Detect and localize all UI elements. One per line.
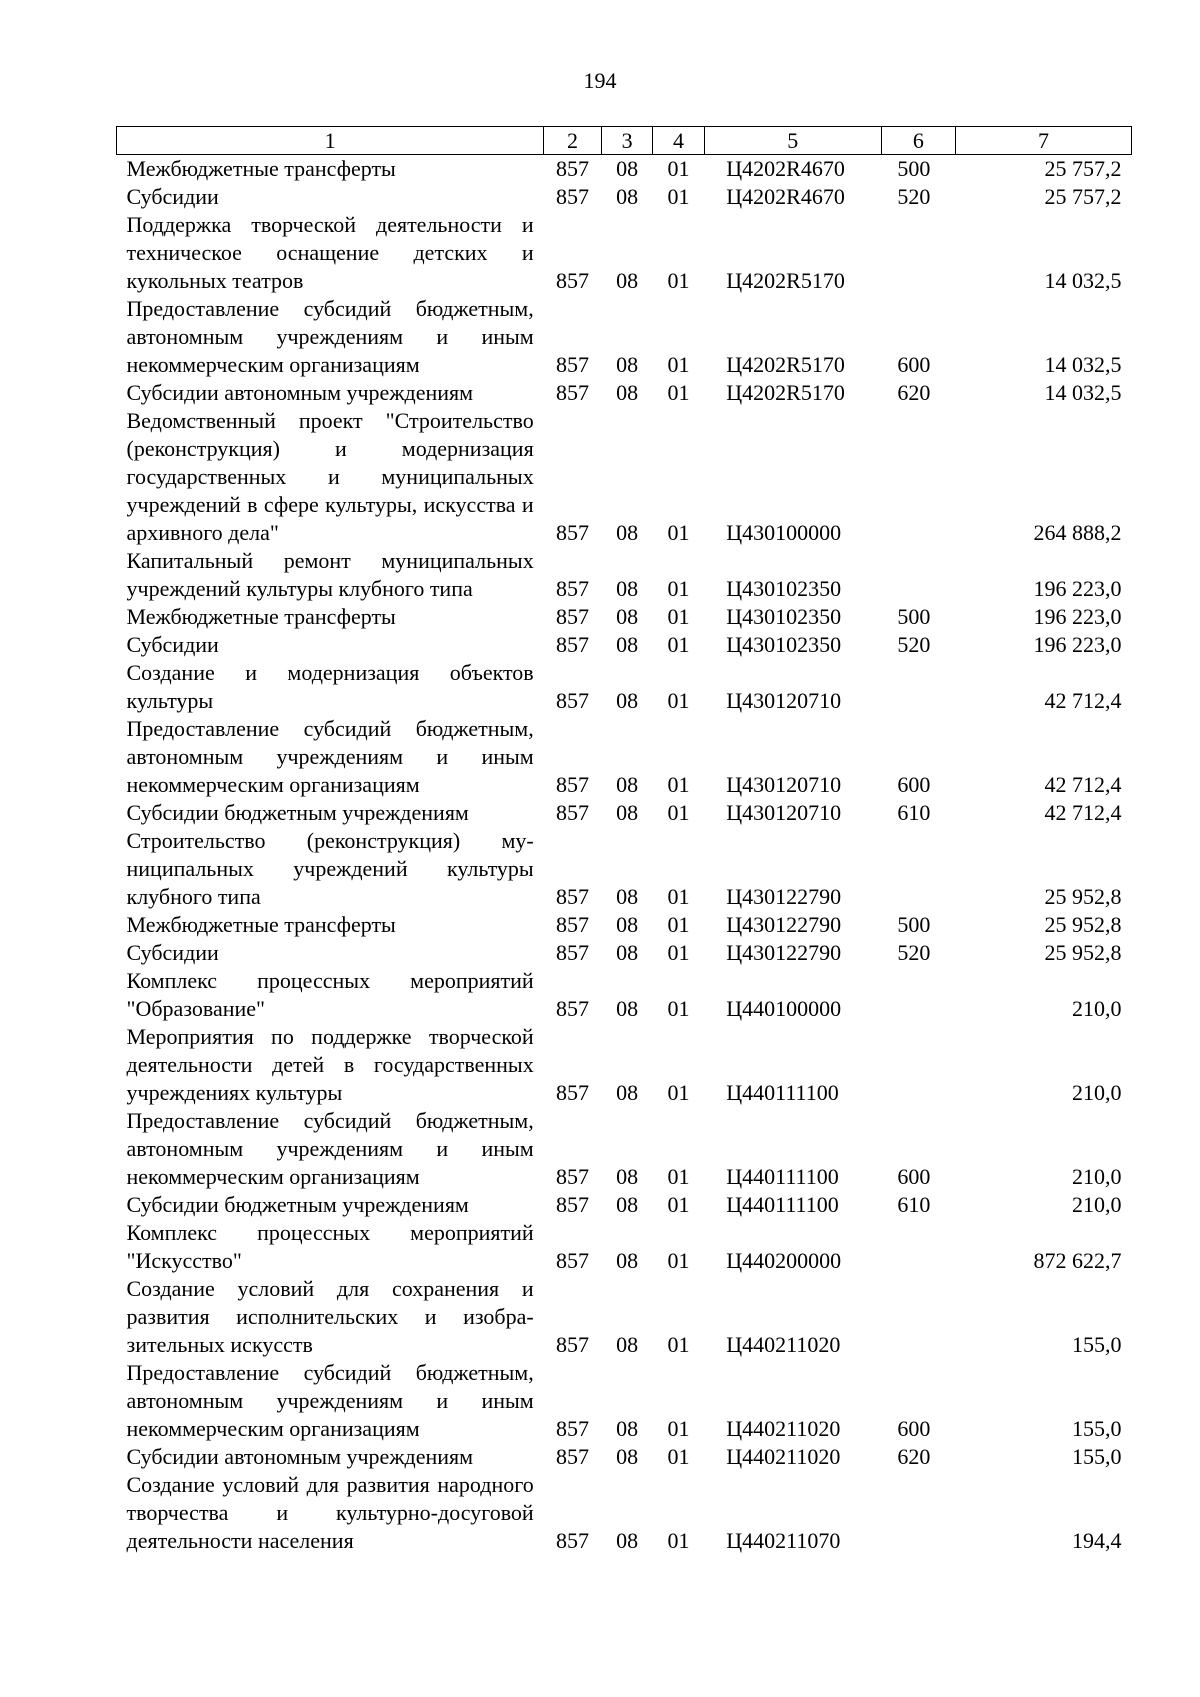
row-name: Предоставление субсидий бюджетным, автономным учреждениям и иным некоммерческим организациям [126, 1360, 534, 1441]
row-amount: 210,0 [1072, 1192, 1122, 1217]
row-name: Субсидии автономным учреждениям [126, 1444, 474, 1469]
row-section-code: 08 [616, 800, 639, 825]
row-expense-type: 600 [897, 1416, 931, 1441]
row-target-code: Ц430102350 [726, 604, 842, 629]
row-target-code: Ц440200000 [726, 1248, 842, 1273]
row-name: Межбюджетные трансферты [126, 604, 396, 629]
row-name: Предоставление субсидий бюджетным, автономным учреждениям и иным некоммерческим организациям [126, 1108, 534, 1189]
row-expense-type: 500 [897, 912, 931, 937]
table-row [117, 799, 1132, 827]
row-section-code: 08 [616, 940, 639, 965]
row-target-code: Ц4202R5170 [726, 380, 845, 405]
row-ministry-code: 857 [556, 352, 590, 377]
row-amount: 25 952,8 [1044, 912, 1122, 937]
row-target-code: Ц430120710 [726, 772, 842, 797]
row-target-code: Ц430122790 [726, 884, 842, 909]
row-expense-type [881, 659, 955, 715]
table-row [117, 1443, 1132, 1471]
row-section-code: 08 [616, 380, 639, 405]
row-section-code: 08 [616, 1528, 639, 1553]
row-section-code: 08 [616, 268, 639, 293]
row-ministry-code: 857 [556, 1164, 590, 1189]
row-target-code: Ц440100000 [726, 996, 842, 1021]
row-target-code: Ц430102350 [726, 576, 842, 601]
row-subsection-code: 01 [667, 1192, 690, 1217]
table-row [117, 183, 1132, 211]
row-subsection-code: 01 [667, 688, 690, 713]
row-amount: 155,0 [1072, 1444, 1122, 1469]
row-subsection-code: 01 [667, 912, 690, 937]
row-ministry-code: 857 [556, 156, 590, 181]
row-amount: 25 952,8 [1044, 884, 1122, 909]
row-section-code: 08 [616, 1080, 639, 1105]
table-row [117, 211, 1132, 295]
table-row [117, 407, 1132, 547]
row-expense-type [881, 1471, 955, 1555]
row-subsection-code: 01 [667, 772, 690, 797]
row-target-code: Ц440111100 [726, 1080, 839, 1105]
table-row [117, 603, 1132, 631]
row-name: Межбюджетные трансферты [126, 156, 396, 181]
row-subsection-code: 01 [667, 268, 690, 293]
row-expense-type: 600 [897, 352, 931, 377]
row-subsection-code: 01 [667, 1332, 690, 1357]
row-section-code: 08 [616, 632, 639, 657]
row-ministry-code: 857 [556, 688, 590, 713]
row-subsection-code: 01 [667, 576, 690, 601]
row-subsection-code: 01 [667, 1248, 690, 1273]
row-amount: 210,0 [1072, 996, 1122, 1021]
row-section-code: 08 [616, 996, 639, 1021]
row-ministry-code: 857 [556, 576, 590, 601]
row-expense-type [881, 547, 955, 603]
row-name: Создание условий для развития народного творчества и культурно-досуговой деятельности населения [126, 1472, 534, 1553]
row-section-code: 08 [616, 520, 639, 545]
row-section-code: 08 [616, 1192, 639, 1217]
row-ministry-code: 857 [556, 800, 590, 825]
row-amount: 14 032,5 [1044, 268, 1122, 293]
row-subsection-code: 01 [667, 1528, 690, 1553]
row-subsection-code: 01 [667, 940, 690, 965]
row-amount: 210,0 [1072, 1164, 1122, 1189]
row-section-code: 08 [616, 156, 639, 181]
row-ministry-code: 857 [556, 1444, 590, 1469]
row-name: Предоставление субсидий бюджетным, автономным учреждениям и иным некоммерческим организациям [126, 716, 534, 797]
header-col-6: 6 [881, 127, 955, 155]
header-col-7: 7 [955, 127, 1131, 155]
row-target-code: Ц430122790 [726, 940, 842, 965]
row-subsection-code: 01 [667, 1080, 690, 1105]
table-row [117, 827, 1132, 911]
row-section-code: 08 [616, 1416, 639, 1441]
row-expense-type [881, 407, 955, 547]
row-amount: 264 888,2 [1033, 520, 1122, 545]
table-row [117, 967, 1132, 1023]
row-ministry-code: 857 [556, 912, 590, 937]
row-amount: 42 712,4 [1044, 688, 1122, 713]
table-header [117, 127, 1132, 155]
row-target-code: Ц430120710 [726, 800, 842, 825]
row-ministry-code: 857 [556, 380, 590, 405]
row-expense-type [881, 1023, 955, 1107]
row-target-code: Ц440211020 [726, 1416, 841, 1441]
row-subsection-code: 01 [667, 996, 690, 1021]
table-row [117, 911, 1132, 939]
row-expense-type: 610 [897, 800, 931, 825]
row-target-code: Ц440111100 [726, 1164, 839, 1189]
row-target-code: Ц4202R4670 [726, 156, 845, 181]
row-target-code: Ц430100000 [726, 520, 842, 545]
row-expense-type: 500 [897, 156, 931, 181]
row-expense-type [881, 1219, 955, 1275]
row-amount: 42 712,4 [1044, 772, 1122, 797]
row-target-code: Ц4202R4670 [726, 184, 845, 209]
row-expense-type [881, 1275, 955, 1359]
row-amount: 14 032,5 [1044, 352, 1122, 377]
row-expense-type [881, 827, 955, 911]
row-amount: 155,0 [1072, 1332, 1122, 1357]
table-row [117, 379, 1132, 407]
table-row [117, 1191, 1132, 1219]
row-ministry-code: 857 [556, 1080, 590, 1105]
row-amount: 14 032,5 [1044, 380, 1122, 405]
row-ministry-code: 857 [556, 184, 590, 209]
header-col-5: 5 [704, 127, 881, 155]
row-name: Ведомственный проект "Строительство (реконструкция) и модернизация государственных и муниципальных учреждений в сфере культуры, искусства и архивного дела" [126, 408, 534, 545]
row-amount: 210,0 [1072, 1080, 1122, 1105]
header-col-3: 3 [601, 127, 652, 155]
row-expense-type: 610 [897, 1192, 931, 1217]
row-target-code: Ц440111100 [726, 1192, 839, 1217]
table-row [117, 547, 1132, 603]
row-amount: 194,4 [1072, 1528, 1122, 1553]
row-subsection-code: 01 [667, 604, 690, 629]
row-ministry-code: 857 [556, 604, 590, 629]
row-subsection-code: 01 [667, 1416, 690, 1441]
row-subsection-code: 01 [667, 1164, 690, 1189]
header-col-1: 1 [117, 127, 544, 155]
row-name: Мероприятия по поддержке творческой деятельности детей в государственных учреждениях культуры [126, 1024, 534, 1105]
row-ministry-code: 857 [556, 940, 590, 965]
row-expense-type: 600 [897, 772, 931, 797]
row-target-code: Ц430120710 [726, 688, 842, 713]
row-subsection-code: 01 [667, 380, 690, 405]
row-ministry-code: 857 [556, 520, 590, 545]
row-target-code: Ц430102350 [726, 632, 842, 657]
row-subsection-code: 01 [667, 800, 690, 825]
row-section-code: 08 [616, 884, 639, 909]
row-expense-type: 520 [897, 940, 931, 965]
row-name: Субсидии [126, 184, 219, 209]
table-row [117, 659, 1132, 715]
row-name: Строительство (реконструкция) муниципальных учреждений культуры клубного типа [126, 828, 534, 909]
budget-table [116, 126, 1132, 1555]
row-expense-type: 620 [897, 1444, 931, 1469]
table-row [117, 1107, 1132, 1191]
table-row [117, 1023, 1132, 1107]
row-name: Субсидии автономным учреждениям [126, 380, 474, 405]
row-subsection-code: 01 [667, 1444, 690, 1469]
table-row [117, 1359, 1132, 1443]
row-subsection-code: 01 [667, 156, 690, 181]
row-name: Субсидии [126, 632, 219, 657]
row-expense-type: 620 [897, 380, 931, 405]
row-name: Комплекс процессных мероприятий "Образование" [126, 968, 534, 1021]
row-target-code: Ц4202R5170 [726, 352, 845, 377]
table-row [117, 1275, 1132, 1359]
table-row [117, 631, 1132, 659]
row-ministry-code: 857 [556, 1332, 590, 1357]
table-row [117, 155, 1132, 184]
row-ministry-code: 857 [556, 632, 590, 657]
row-ministry-code: 857 [556, 1248, 590, 1273]
row-amount: 196 223,0 [1033, 576, 1122, 601]
row-section-code: 08 [616, 352, 639, 377]
row-section-code: 08 [616, 1444, 639, 1469]
row-subsection-code: 01 [667, 520, 690, 545]
table-body [117, 155, 1132, 1556]
row-amount: 196 223,0 [1033, 604, 1122, 629]
row-ministry-code: 857 [556, 884, 590, 909]
row-name: Создание и модернизация объектов культуры [126, 660, 534, 713]
row-target-code: Ц440211020 [726, 1332, 841, 1357]
row-target-code: Ц440211020 [726, 1444, 841, 1469]
header-row [117, 127, 1132, 155]
row-expense-type: 500 [897, 604, 931, 629]
row-expense-type: 600 [897, 1164, 931, 1189]
row-amount: 25 757,2 [1044, 156, 1122, 181]
row-expense-type: 520 [897, 632, 931, 657]
row-name: Субсидии бюджетным учреждениям [126, 1192, 469, 1217]
row-ministry-code: 857 [556, 1192, 590, 1217]
row-name: Межбюджетные трансферты [126, 912, 396, 937]
row-section-code: 08 [616, 1164, 639, 1189]
row-expense-type [881, 967, 955, 1023]
row-name: Создание условий для сохранения и развития исполнительских и изобразительных искусств [126, 1276, 534, 1357]
row-ministry-code: 857 [556, 772, 590, 797]
row-amount: 872 622,7 [1033, 1248, 1122, 1273]
row-amount: 42 712,4 [1044, 800, 1122, 825]
row-section-code: 08 [616, 184, 639, 209]
row-section-code: 08 [616, 1248, 639, 1273]
row-target-code: Ц430122790 [726, 912, 842, 937]
row-section-code: 08 [616, 576, 639, 601]
header-col-2: 2 [544, 127, 602, 155]
row-target-code: Ц4202R5170 [726, 268, 845, 293]
header-col-4: 4 [653, 127, 704, 155]
row-ministry-code: 857 [556, 996, 590, 1021]
row-expense-type [881, 211, 955, 295]
row-subsection-code: 01 [667, 884, 690, 909]
row-amount: 196 223,0 [1033, 632, 1122, 657]
row-subsection-code: 01 [667, 184, 690, 209]
row-amount: 25 757,2 [1044, 184, 1122, 209]
row-target-code: Ц440211070 [726, 1528, 841, 1553]
row-section-code: 08 [616, 604, 639, 629]
row-ministry-code: 857 [556, 268, 590, 293]
row-subsection-code: 01 [667, 352, 690, 377]
row-name: Комплекс процессных мероприятий "Искусство" [126, 1220, 534, 1273]
row-ministry-code: 857 [556, 1416, 590, 1441]
table-row [117, 1471, 1132, 1555]
row-expense-type: 520 [897, 184, 931, 209]
table-row [117, 295, 1132, 379]
row-name: Субсидии [126, 940, 219, 965]
table-row [117, 939, 1132, 967]
row-section-code: 08 [616, 772, 639, 797]
row-section-code: 08 [616, 688, 639, 713]
row-name: Поддержка творческой деятельности и техническое оснащение детских и кукольных театров [126, 212, 534, 293]
row-amount: 155,0 [1072, 1416, 1122, 1441]
table-row [117, 1219, 1132, 1275]
row-name: Субсидии бюджетным учреждениям [126, 800, 469, 825]
row-name: Предоставление субсидий бюджетным, автономным учреждениям и иным некоммерческим организациям [126, 296, 534, 377]
row-amount: 25 952,8 [1044, 940, 1122, 965]
row-subsection-code: 01 [667, 632, 690, 657]
row-section-code: 08 [616, 1332, 639, 1357]
page-number: 194 [583, 68, 617, 93]
row-ministry-code: 857 [556, 1528, 590, 1553]
row-name: Капитальный ремонт муниципальных учреждений культуры клубного типа [126, 548, 534, 601]
row-section-code: 08 [616, 912, 639, 937]
table-row [117, 715, 1132, 799]
